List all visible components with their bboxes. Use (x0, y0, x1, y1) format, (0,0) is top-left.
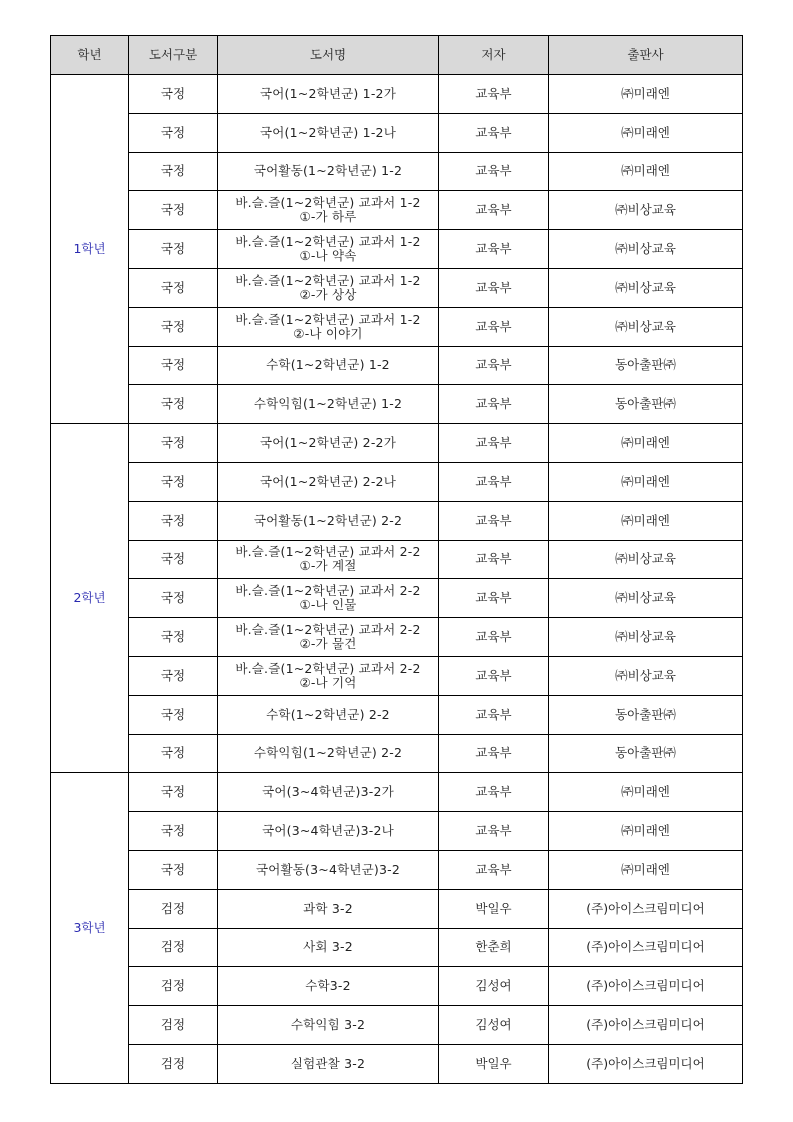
type-cell: 국정 (129, 268, 218, 307)
title-cell: 수학(1~2학년군) 2-2 (218, 695, 439, 734)
type-cell: 국정 (129, 850, 218, 889)
table-row (51, 1044, 743, 1083)
table-row (51, 113, 743, 152)
header-type: 도서구분 (129, 36, 218, 75)
author-cell: 교육부 (439, 268, 549, 307)
table-row (51, 656, 743, 695)
table-row (51, 812, 743, 851)
table-row (51, 346, 743, 385)
table-row (51, 618, 743, 657)
type-cell: 국정 (129, 618, 218, 657)
title-cell: 바.슬.즐(1~2학년군) 교과서 1-2 ①-나 약속 (218, 230, 439, 269)
table-row (51, 967, 743, 1006)
publisher-cell: ㈜미래엔 (549, 152, 743, 191)
type-cell: 검정 (129, 1044, 218, 1083)
author-cell: 교육부 (439, 850, 549, 889)
grade-cell: 3학년 (51, 773, 129, 1083)
table-row (51, 152, 743, 191)
title-cell: 바.슬.즐(1~2학년군) 교과서 2-2 ①-나 인물 (218, 579, 439, 618)
author-cell: 교육부 (439, 75, 549, 114)
table-row (51, 540, 743, 579)
table-row (51, 462, 743, 501)
title-cell: 바.슬.즐(1~2학년군) 교과서 1-2 ②-나 이야기 (218, 307, 439, 346)
author-cell: 교육부 (439, 773, 549, 812)
title-cell: 국어(1~2학년군) 2-2나 (218, 462, 439, 501)
publisher-cell: ㈜비상교육 (549, 230, 743, 269)
author-cell: 교육부 (439, 579, 549, 618)
title-cell: 국어활동(1~2학년군) 1-2 (218, 152, 439, 191)
title-cell: 국어(1~2학년군) 1-2가 (218, 75, 439, 114)
table-row (51, 424, 743, 463)
publisher-cell: ㈜미래엔 (549, 75, 743, 114)
author-cell: 박일우 (439, 1044, 549, 1083)
publisher-cell: ㈜미래엔 (549, 462, 743, 501)
table-row (51, 230, 743, 269)
author-cell: 한춘희 (439, 928, 549, 967)
publisher-cell: ㈜비상교육 (549, 191, 743, 230)
author-cell: 김성여 (439, 967, 549, 1006)
type-cell: 국정 (129, 812, 218, 851)
type-cell: 국정 (129, 113, 218, 152)
table-body (51, 75, 743, 1084)
title-cell: 국어활동(3~4학년군)3-2 (218, 850, 439, 889)
type-cell: 검정 (129, 1006, 218, 1045)
header-grade: 학년 (51, 36, 129, 75)
table-row (51, 695, 743, 734)
header-publisher: 출판사 (549, 36, 743, 75)
textbook-table (50, 35, 743, 1084)
type-cell: 검정 (129, 928, 218, 967)
type-cell: 국정 (129, 540, 218, 579)
title-cell: 국어(3~4학년군)3-2가 (218, 773, 439, 812)
author-cell: 교육부 (439, 812, 549, 851)
publisher-cell: ㈜미래엔 (549, 850, 743, 889)
header-title: 도서명 (218, 36, 439, 75)
publisher-cell: ㈜미래엔 (549, 113, 743, 152)
publisher-cell: 동아출판㈜ (549, 734, 743, 773)
publisher-cell: (주)아이스크림미디어 (549, 1044, 743, 1083)
author-cell: 교육부 (439, 734, 549, 773)
table-row (51, 307, 743, 346)
grade-cell: 1학년 (51, 75, 129, 424)
title-cell: 수학3-2 (218, 967, 439, 1006)
title-cell: 수학익힘(1~2학년군) 2-2 (218, 734, 439, 773)
table-row (51, 385, 743, 424)
type-cell: 국정 (129, 462, 218, 501)
type-cell: 국정 (129, 307, 218, 346)
title-cell: 과학 3-2 (218, 889, 439, 928)
title-cell: 바.슬.즐(1~2학년군) 교과서 2-2 ①-가 계절 (218, 540, 439, 579)
publisher-cell: (주)아이스크림미디어 (549, 928, 743, 967)
type-cell: 국정 (129, 191, 218, 230)
title-cell: 사회 3-2 (218, 928, 439, 967)
title-cell: 국어(3~4학년군)3-2나 (218, 812, 439, 851)
table-row (51, 191, 743, 230)
header-author: 저자 (439, 36, 549, 75)
author-cell: 교육부 (439, 618, 549, 657)
author-cell: 교육부 (439, 501, 549, 540)
type-cell: 국정 (129, 695, 218, 734)
title-cell: 국어(1~2학년군) 2-2가 (218, 424, 439, 463)
publisher-cell: ㈜비상교육 (549, 307, 743, 346)
author-cell: 교육부 (439, 191, 549, 230)
publisher-cell: (주)아이스크림미디어 (549, 889, 743, 928)
author-cell: 교육부 (439, 230, 549, 269)
publisher-cell: ㈜미래엔 (549, 773, 743, 812)
title-cell: 바.슬.즐(1~2학년군) 교과서 1-2 ②-가 상상 (218, 268, 439, 307)
table-row (51, 850, 743, 889)
title-cell: 수학(1~2학년군) 1-2 (218, 346, 439, 385)
publisher-cell: ㈜비상교육 (549, 656, 743, 695)
publisher-cell: ㈜미래엔 (549, 424, 743, 463)
author-cell: 교육부 (439, 656, 549, 695)
author-cell: 교육부 (439, 346, 549, 385)
author-cell: 김성여 (439, 1006, 549, 1045)
table-row (51, 268, 743, 307)
grade-cell: 2학년 (51, 424, 129, 773)
author-cell: 교육부 (439, 307, 549, 346)
table-row (51, 579, 743, 618)
publisher-cell: ㈜비상교육 (549, 268, 743, 307)
publisher-cell: (주)아이스크림미디어 (549, 1006, 743, 1045)
type-cell: 국정 (129, 385, 218, 424)
type-cell: 국정 (129, 501, 218, 540)
author-cell: 교육부 (439, 385, 549, 424)
table-row (51, 734, 743, 773)
title-cell: 바.슬.즐(1~2학년군) 교과서 2-2 ②-나 기억 (218, 656, 439, 695)
table-row (51, 773, 743, 812)
author-cell: 교육부 (439, 462, 549, 501)
type-cell: 검정 (129, 889, 218, 928)
type-cell: 국정 (129, 75, 218, 114)
publisher-cell: ㈜미래엔 (549, 501, 743, 540)
title-cell: 바.슬.즐(1~2학년군) 교과서 1-2 ①-가 하루 (218, 191, 439, 230)
title-cell: 바.슬.즐(1~2학년군) 교과서 2-2 ②-가 물건 (218, 618, 439, 657)
type-cell: 국정 (129, 152, 218, 191)
title-cell: 국어활동(1~2학년군) 2-2 (218, 501, 439, 540)
type-cell: 국정 (129, 579, 218, 618)
type-cell: 국정 (129, 230, 218, 269)
table-row (51, 75, 743, 114)
publisher-cell: ㈜비상교육 (549, 618, 743, 657)
publisher-cell: ㈜미래엔 (549, 812, 743, 851)
author-cell: 교육부 (439, 113, 549, 152)
publisher-cell: ㈜비상교육 (549, 540, 743, 579)
type-cell: 국정 (129, 734, 218, 773)
publisher-cell: (주)아이스크림미디어 (549, 967, 743, 1006)
title-cell: 수학익힘 3-2 (218, 1006, 439, 1045)
type-cell: 검정 (129, 967, 218, 1006)
title-cell: 국어(1~2학년군) 1-2나 (218, 113, 439, 152)
type-cell: 국정 (129, 656, 218, 695)
type-cell: 국정 (129, 346, 218, 385)
author-cell: 박일우 (439, 889, 549, 928)
publisher-cell: 동아출판㈜ (549, 346, 743, 385)
table-row (51, 889, 743, 928)
type-cell: 국정 (129, 424, 218, 463)
type-cell: 국정 (129, 773, 218, 812)
author-cell: 교육부 (439, 695, 549, 734)
title-cell: 수학익힘(1~2학년군) 1-2 (218, 385, 439, 424)
publisher-cell: 동아출판㈜ (549, 385, 743, 424)
publisher-cell: ㈜비상교육 (549, 579, 743, 618)
author-cell: 교육부 (439, 424, 549, 463)
table-header-row (51, 36, 743, 75)
table-row (51, 928, 743, 967)
table-row (51, 1006, 743, 1045)
author-cell: 교육부 (439, 540, 549, 579)
publisher-cell: 동아출판㈜ (549, 695, 743, 734)
table-row (51, 501, 743, 540)
author-cell: 교육부 (439, 152, 549, 191)
title-cell: 실험관찰 3-2 (218, 1044, 439, 1083)
